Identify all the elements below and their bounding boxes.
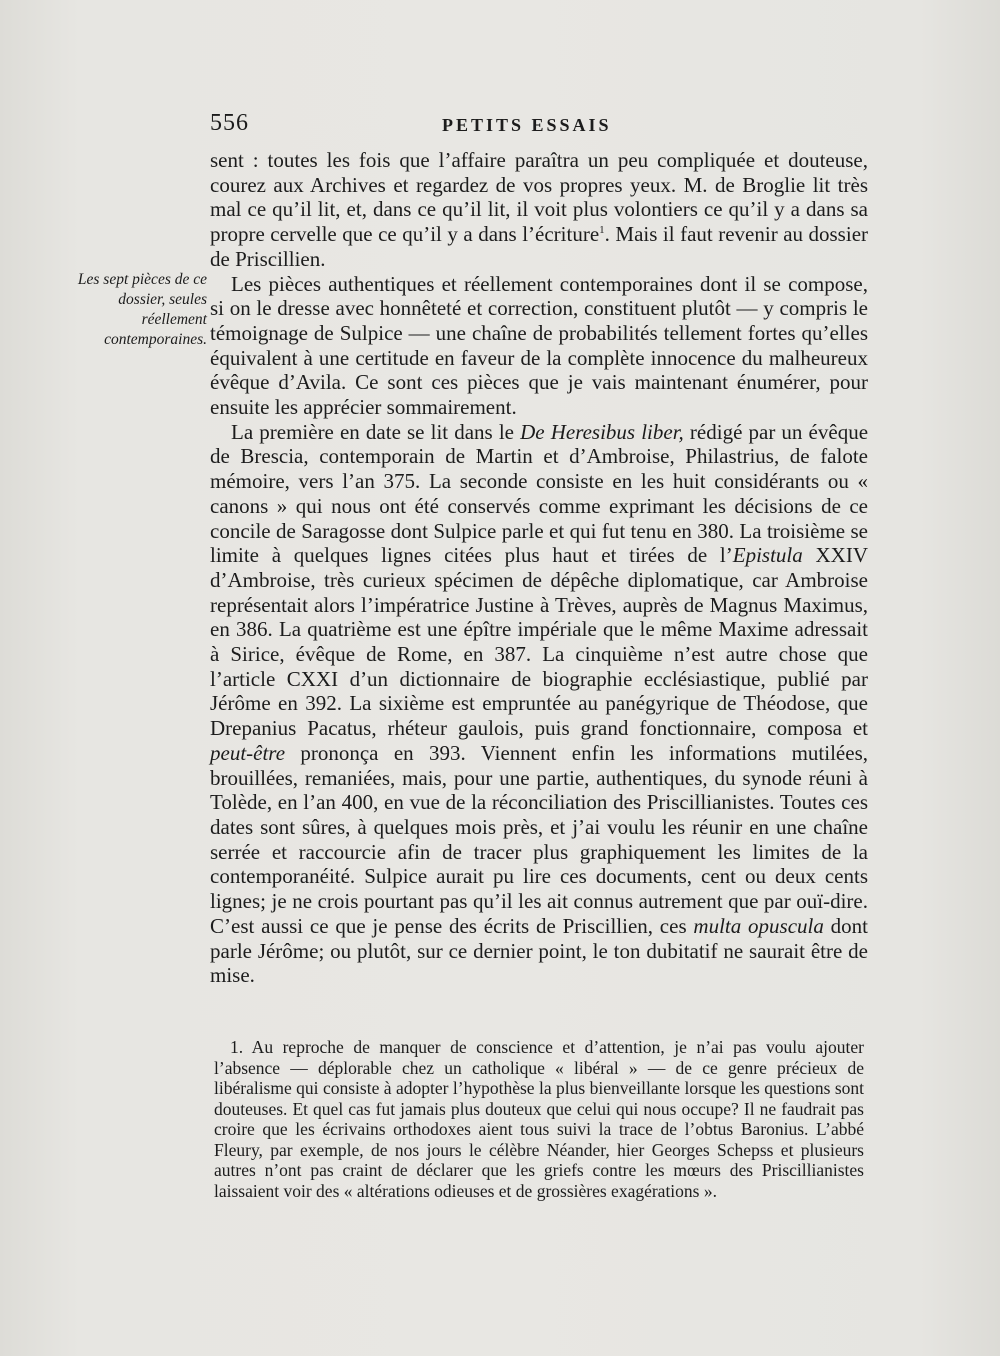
footnote — [214, 1037, 864, 1201]
page-header — [210, 110, 868, 144]
paragraph-3-text-4: prononça en 393. Viennent enfin les informations mutilées, brouillées, remaniées, mais, pour une partie, authentiques, du synode réuni à Tolède, en l’an 400, en vue de la réconciliation des Priscillianistes. Toutes ces dates sont sûres, à quelques mois près, et j’ai voulu les réunir en une chaîne serrée et raccourcie afin de tracer plus graphiquement les limites de la contemporanéité. Sulpice aurait pu lire ces documents, cent ou deux cents lignes; je ne crois pourtant pas qu’il les ait connus autrement que par ouï-dire. C’est aussi ce que je pense des écrits de Priscillien, ces — [210, 740, 868, 938]
italic-multa-opuscula: multa opuscula — [693, 913, 824, 938]
paragraph-2: Les pièces authentiques et réellement contemporaines dont il se compose, si on le dresse avec honnêteté et correction, constituent plutôt — y compris le témoignage de Sulpice — une chaîne de probabilités tellement fortes qu’elles équivalent à une certitude en faveur de la complète innocence du malheureux évêque d’Avila. Ce sont ces pièces que je vais maintenant énumérer, pour ensuite les apprécier sommairement. — [210, 271, 868, 420]
footnote-text: 1. Au reproche de manquer de conscience et d’attention, je n’ai pas voulu ajouter l’absence — déplorable chez un catholique « libéral » — de ce genre précieux de libéralisme qui consiste à adopter l’hypothèse la plus bienveillante lorsque les questions sont douteuses. Et quel cas fut jamais plus douteux que celui qui nous occupe? Il ne faudrait pas croire que les écrivains orthodoxes aient tous suivi la trace de l’obtus Baronius. L’abbé Fleury, par exemple, de nos jours le célèbre Néander, hier Georges Schepss et plusieurs autres n’ont pas craint de déclarer que les griefs contre les mœurs des Priscillianistes laissaient voir des « altérations odieuses et de grossières exagérations ». — [214, 1037, 864, 1201]
paragraph-3-text-1: La première en date se lit dans le — [231, 419, 521, 444]
italic-peut-etre: peut-être — [210, 740, 286, 765]
page-number: 556 — [210, 110, 249, 136]
margin-note: Les sept pièces de ce dossier, seules réellement contemporaines. — [77, 271, 207, 348]
paragraph-1 — [210, 148, 868, 272]
paragraph-3-text-2: rédigé par un évêque de Brescia, contemporain de Martin et d’Ambroise, Philastrius, de falote mémoire, vers l’an 375. La seconde consiste en les huit considérants ou « canons » qui nous ont été conservés comme exprimant les décisions de ce concile de Saragosse dont Sulpice parle et qui fut tenu en 380. La troisième se limite à quelques lignes citées plus haut et tirées de l’ — [210, 419, 869, 568]
paragraph-3-text-5: dont parle Jérôme; ou plutôt, sur ce dernier point, le ton dubitatif ne saurait être de mise. — [210, 913, 868, 988]
paragraph-1-text-b: . Mais il faut revenir au dossier de Priscillien. — [210, 222, 869, 271]
footnote-reference: 1 — [599, 224, 605, 237]
running-title: PETITS ESSAIS — [442, 115, 612, 135]
body-text — [210, 148, 868, 988]
italic-de-heresibus: De Heresibus liber, — [520, 419, 684, 444]
paragraph-1-text-a: sent : toutes les fois que l’affaire paraîtra un peu compliquée et douteuse, courez aux Archives et regardez de vos propres yeux. M. de Broglie lit très mal ce qu’il lit, et, dans ce qu’il lit, il voit plus volontiers ce qu’il y a dans sa propre cervelle que ce qu’il y a dans l’écriture — [210, 148, 868, 247]
paragraph-3 — [210, 420, 868, 988]
italic-epistula: Epistula — [732, 543, 803, 568]
paragraph-3-text-3: XXIV d’Ambroise, très curieux spécimen de dépêche diplomatique, car Ambroise représentait alors l’impératrice Justine à Trèves, auprès de Magnus Maximus, en 386. La quatrième est une épître impériale que le même Maxime adressait à Sirice, évêque de Rome, en 387. La cinquième n’est autre chose que l’article CXXI d’un dictionnaire de biographie ecclésiastique, publié par Jérôme en 392. La sixième est empruntée au panégyrique de Théodose, que Drepanius Pacatus, rhéteur gaulois, puis grand fonctionnaire, composa et — [210, 543, 868, 741]
